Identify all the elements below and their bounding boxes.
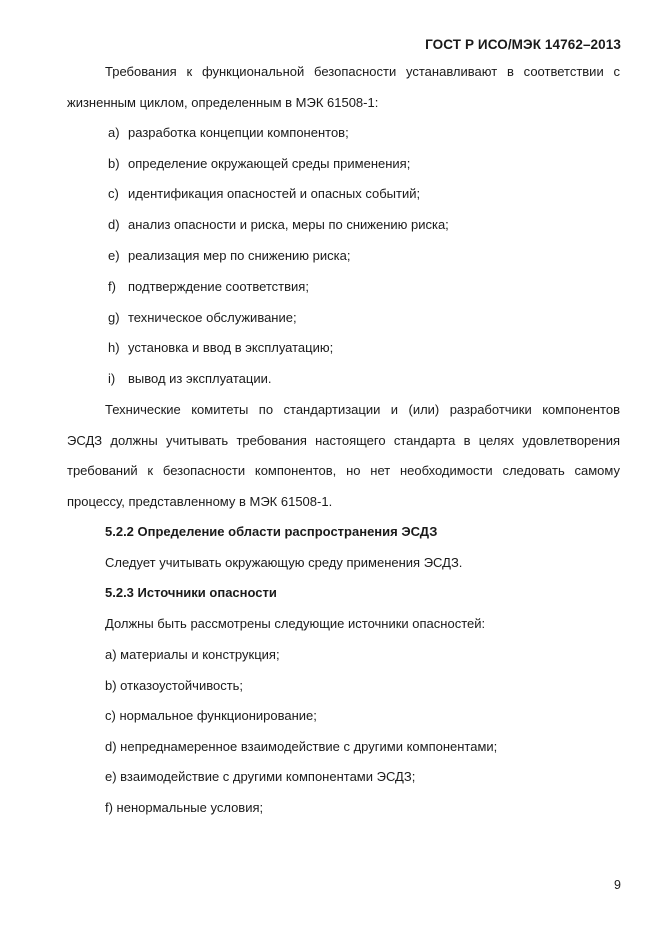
list-item-text: вывод из эксплуатации. — [128, 371, 272, 386]
list-item: d) непреднамеренное взаимодействие с другими компонентами; — [105, 739, 498, 754]
list-item-label: g) — [108, 310, 120, 325]
list-item-label: d) — [108, 217, 120, 232]
list-item-label: c) — [108, 186, 119, 201]
page-number: 9 — [614, 878, 621, 892]
section-text-5-2-2: Следует учитывать окружающую среду применения ЭСДЗ. — [105, 555, 463, 570]
list-item-label: e) — [108, 248, 120, 263]
intro-line-2: жизненным циклом, определенным в МЭК 61508-1: — [67, 95, 379, 110]
list-item-text: разработка концепции компонентов; — [128, 125, 349, 140]
list-item-text: идентификация опасностей и опасных событий; — [128, 186, 421, 201]
list-item: f) ненормальные условия; — [105, 800, 264, 815]
section-heading-5-2-3: 5.2.3 Источники опасности — [105, 585, 277, 600]
list-item-label: i) — [108, 371, 116, 386]
list-item — [108, 217, 449, 232]
section-text-5-2-3: Должны быть рассмотрены следующие источники опасностей: — [105, 616, 486, 631]
committees-line-3: требований к безопасности компонентов, но нет необходимости следовать самому — [67, 463, 620, 478]
list-item-text: анализ опасности и риска, меры по снижению риска; — [128, 217, 449, 232]
list-item — [108, 248, 350, 263]
list-item: b) отказоустойчивость; — [105, 678, 244, 693]
list-item-label: b) — [108, 156, 120, 171]
committees-line-4: процессу, представленному в МЭК 61508-1. — [67, 494, 333, 509]
list-item-label: a) — [108, 125, 120, 140]
list-item — [108, 279, 309, 294]
list-item-label: h) — [108, 340, 120, 355]
list-item-text: определение окружающей среды применения; — [128, 156, 411, 171]
intro-line-1: Требования к функциональной безопасности устанавливают в соответствии с — [105, 64, 620, 79]
committees-line-1: Технические комитеты по стандартизации и (или) разработчики компонентов — [105, 402, 620, 417]
document-header: ГОСТ Р ИСО/МЭК 14762–2013 — [425, 37, 621, 52]
list-item-text: реализация мер по снижению риска; — [128, 248, 351, 263]
list-item — [108, 186, 420, 201]
list-item — [108, 340, 333, 355]
list-item — [108, 125, 349, 140]
committees-line-2: ЭСДЗ должны учитывать требования настоящего стандарта в целях удовлетворения — [67, 433, 620, 448]
list-item: c) нормальное функционирование; — [105, 708, 317, 723]
list-item-text: техническое обслуживание; — [128, 310, 297, 325]
list-item-label: f) — [108, 279, 116, 294]
section-heading-5-2-2: 5.2.2 Определение области распространения ЭСДЗ — [105, 524, 438, 539]
list-item: e) взаимодействие с другими компонентами ЭСДЗ; — [105, 769, 416, 784]
list-item — [108, 156, 410, 171]
list-item — [108, 310, 297, 325]
list-item — [108, 371, 272, 386]
list-item: a) материалы и конструкция; — [105, 647, 280, 662]
list-item-text: подтверждение соответствия; — [128, 279, 309, 294]
list-item-text: установка и ввод в эксплуатацию; — [128, 340, 334, 355]
